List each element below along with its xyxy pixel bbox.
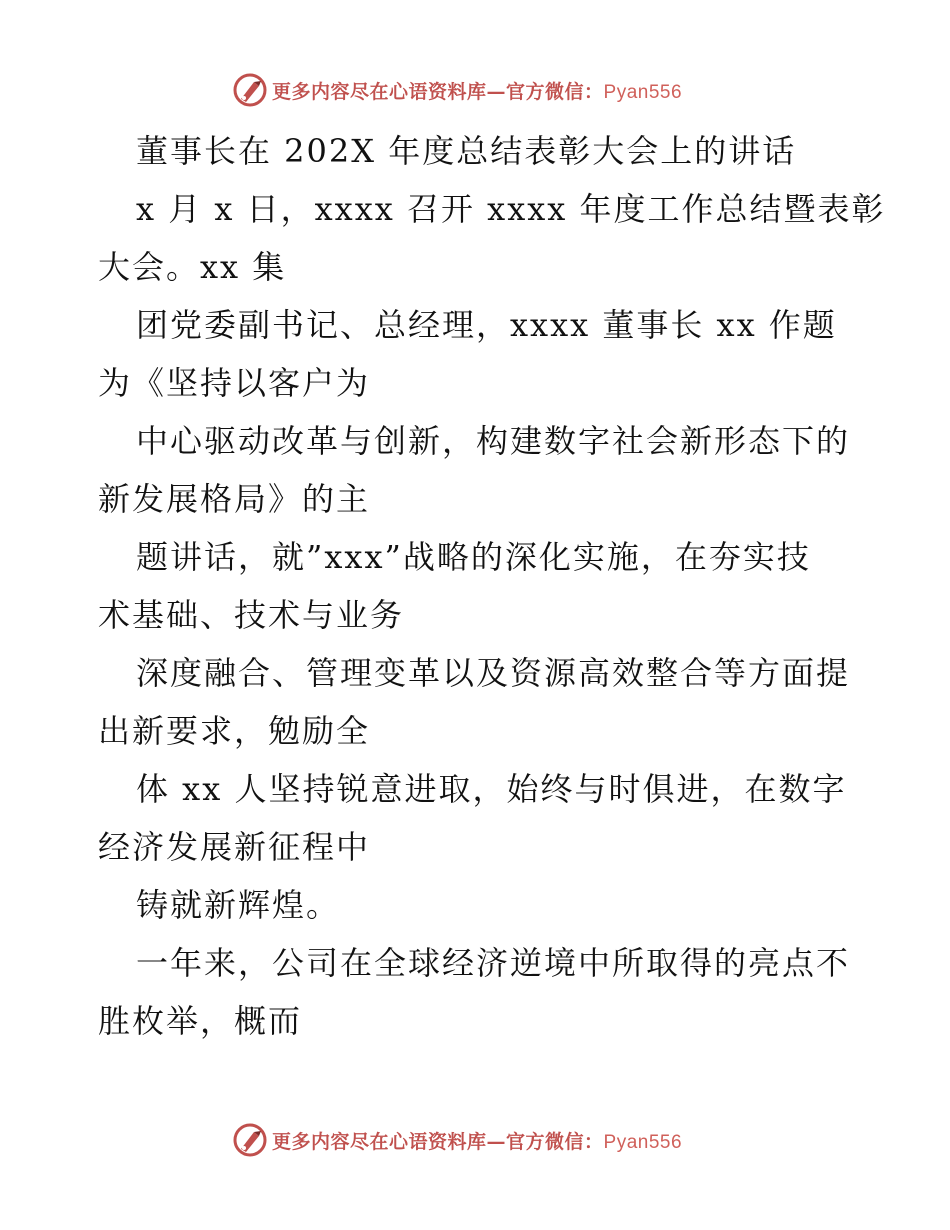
paragraph-line: 大会。xx 集 — [98, 248, 287, 286]
pen-logo-icon — [232, 72, 268, 108]
paragraph-line: 体 xx 人坚持锐意进取，始终与时俱进，在数字 — [136, 770, 847, 808]
paragraph-line: 新发展格局》的主 — [98, 480, 371, 518]
paragraph-line: 一年来，公司在全球经济逆境中所取得的亮点不 — [136, 944, 851, 982]
paragraph-line: 铸就新辉煌。 — [136, 886, 341, 924]
paragraph-line: 题讲话，就”xxx”战略的深化实施，在夯实技 — [136, 538, 811, 576]
paragraph-line: 经济发展新征程中 — [98, 828, 371, 866]
pen-logo-icon — [232, 1122, 268, 1158]
footer-banner-handle: Pyan556 — [603, 1131, 683, 1153]
paragraph-line: 为《坚持以客户为 — [98, 364, 371, 402]
paragraph-line: x 月 x 日，xxxx 召开 xxxx 年度工作总结暨表彰 — [136, 190, 886, 228]
footer-banner — [232, 1120, 712, 1160]
paragraph-line: 团党委副书记、总经理，xxxx 董事长 xx 作题 — [136, 306, 837, 344]
header-banner — [232, 70, 712, 110]
header-banner-text: 更多内容尽在心语资料库—官方微信：Pyan556 — [272, 80, 683, 103]
document-body — [98, 122, 886, 1050]
header-banner-handle: Pyan556 — [603, 81, 683, 103]
paragraph-line: 深度融合、管理变革以及资源高效整合等方面提 — [136, 654, 851, 692]
paragraph-line: 术基础、技术与业务 — [98, 596, 405, 634]
footer-banner-text: 更多内容尽在心语资料库—官方微信：Pyan556 — [272, 1130, 683, 1153]
document-title: 董事长在 202X 年度总结表彰大会上的讲话 — [136, 132, 797, 170]
paragraph-line: 中心驱动改革与创新，构建数字社会新形态下的 — [136, 422, 851, 460]
paragraph-line: 胜枚举，概而 — [98, 1002, 303, 1040]
paragraph-line: 出新要求，勉励全 — [98, 712, 371, 750]
